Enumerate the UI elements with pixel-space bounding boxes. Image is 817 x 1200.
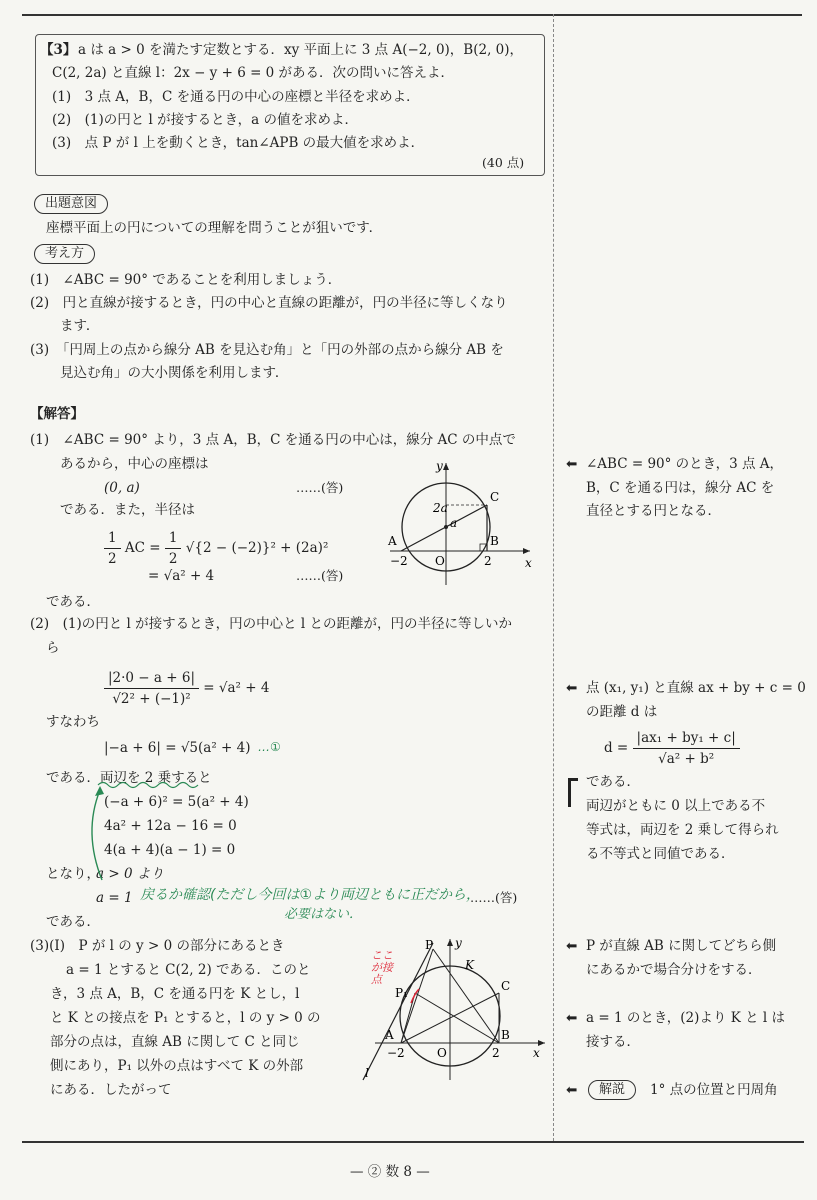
- fig2-K-label: K: [465, 958, 474, 972]
- problem-number: 【3】: [40, 42, 77, 58]
- fig1-p2-label: 2: [484, 554, 492, 568]
- sidebar-arrow-5: ⬅: [566, 1010, 578, 1026]
- fig1-A-label: A: [388, 534, 397, 548]
- fig2-l-label: l: [365, 1066, 369, 1080]
- intent-text: 座標平面上の円についての理解を問うことが狙いです．: [46, 220, 383, 236]
- sidebar-n1-line1: ∠ABC = 90° のとき，3 点 A，: [586, 456, 784, 472]
- s1-line3: である．また，半径は: [60, 502, 195, 518]
- fig1-m2-label: −2: [390, 554, 408, 568]
- intent-label: 出題意図: [34, 194, 108, 214]
- s2-tonari: となり，: [46, 866, 100, 882]
- s2-line2: ら: [46, 640, 60, 656]
- fig1-x-label: x: [525, 556, 532, 570]
- s2-fraction-eq: [104, 668, 269, 709]
- s2-line1: (2) (1)の円と l が接するとき，円の中心と l との距離が，円の半径に等しいか: [30, 616, 513, 632]
- fig2-p2-label: 2: [492, 1046, 500, 1060]
- sidebar-n3-line1: である．: [586, 774, 640, 790]
- s1-result: = √a² + 4: [148, 568, 215, 584]
- half-fraction: $\frac{1}{2}$: [104, 528, 121, 569]
- root1: √{2 − (−2)}² + (2a)²: [185, 540, 329, 556]
- sidebar-n4-line1: P が直線 AB に関してどちら側: [586, 938, 777, 954]
- problem-points: (40 点): [482, 155, 525, 170]
- red-note: ここが接点: [371, 949, 393, 986]
- green-wavy-underline: [96, 780, 216, 790]
- s2-cond: a > 0 より: [96, 866, 164, 882]
- s3-line2: a = 1 とすると C(2, 2) である．このと: [66, 962, 311, 978]
- s1-end: である．: [46, 594, 100, 610]
- approach-p3b: 見込む角」の大小関係を利用します．: [60, 365, 289, 381]
- problem-q2: (2) (1)の円と l が接するとき，a の値を求めよ．: [52, 112, 358, 128]
- s3-line1: (3)(Ⅰ) P が l の y > 0 の部分にあるとき: [30, 938, 285, 954]
- s2-abs-eq: |−a + 6| = √5(a² + 4): [104, 740, 251, 756]
- fig1-c-label: C: [490, 490, 500, 504]
- sidebar-kaisetsu-pill: 解説: [588, 1080, 636, 1100]
- green-note-1: 戻るか確認(ただし今回は①より両辺ともに正だから，: [140, 887, 481, 903]
- sidebar-arrow-6: ⬅: [566, 1082, 578, 1098]
- s2-de-aru: である．両辺を 2 乗すると: [46, 770, 212, 786]
- s3-line3: き，3 点 A，B，C を通る円を K とし，l: [50, 986, 300, 1002]
- sidebar-n5-line2: 接する．: [586, 1034, 640, 1050]
- fig2-B-label: B: [501, 1028, 510, 1042]
- ac-label: AC =: [124, 540, 161, 556]
- fig2-m2-label: −2: [387, 1046, 405, 1060]
- sidebar-n2-line2: の距離 d は: [586, 704, 658, 720]
- sidebar-arrow-1: ⬅: [566, 456, 578, 472]
- s1-center: (0, a): [104, 480, 140, 496]
- fig1-a-label: a: [450, 516, 458, 530]
- s1-line1: (1) ∠ABC = 90° より，3 点 A，B，C を通る円の中心は，線分 AC の中点で: [30, 432, 516, 448]
- sidebar-bracket: [568, 778, 578, 807]
- n2-lhs: d =: [604, 740, 629, 756]
- sidebar-n3-line4: る不等式と同値である．: [586, 846, 735, 862]
- s2-eq1: (−a + 6)² = 5(a² + 4): [104, 794, 249, 810]
- s3-line4: と K との接点を P₁ とすると，l の y > 0 の: [50, 1010, 321, 1026]
- sidebar-n2-formula: [604, 728, 740, 769]
- sidebar-n2-line1: 点 (x₁, y₁) と直線 ax + by + c = 0: [586, 680, 806, 696]
- s1-ans-mark2: ……(答): [296, 568, 344, 583]
- fig2-O-label: O: [437, 1046, 447, 1060]
- fig2-C-label: C: [501, 979, 511, 993]
- approach-p3a: (3) 「円周上の点から線分 AB を見込む角」と「円の外部の点から線分 AB を: [30, 342, 504, 358]
- fig1-B-label: B: [490, 534, 499, 548]
- approach-p1: (1) ∠ABC = 90° であることを利用しましょう．: [30, 272, 342, 288]
- bottom-rule: [22, 1141, 804, 1143]
- problem-q3: (3) 点 P が l 上を動くとき，tan∠APB の最大値を求めよ．: [52, 135, 425, 151]
- green-circle-note: …①: [258, 740, 281, 754]
- s2-sunawachi: すなわち: [46, 714, 100, 730]
- column-divider: [553, 14, 554, 1141]
- answer-heading: 【解答】: [30, 406, 84, 422]
- s2-end: である．: [46, 914, 100, 930]
- s3-line6: 側にあり，P₁ 以外の点はすべて K の外部: [50, 1058, 304, 1074]
- sidebar-n5-line1: a = 1 のとき，(2)より K と l は: [586, 1010, 785, 1026]
- sidebar-n1-line3: 直径とする円となる．: [586, 503, 721, 519]
- half-fraction-2: $\frac{1}{2}$: [165, 528, 182, 569]
- problem-line1: a は a > 0 を満たす定数とする．xy 平面上に 3 点 A(−2, 0)，B(2, 0)，: [78, 42, 524, 58]
- s1-line2: あるから，中心の座標は: [60, 456, 209, 472]
- problem-q1: (1) 3 点 A，B，C を通る円の中心の座標と半径を求めよ．: [52, 89, 420, 105]
- problem-line2: C(2, 2a) と直線 l：2x − y + 6 = 0 がある．次の問いに答えよ．: [52, 65, 455, 81]
- s1-radius-formula: [104, 528, 328, 569]
- figure-circle-1: [370, 455, 540, 595]
- fig1-y-label: y: [436, 459, 443, 473]
- s2-eq2: 4a² + 12a − 16 = 0: [104, 818, 237, 834]
- page-number: — ② 数 8 —: [350, 1164, 430, 1180]
- s3-line5: 部分の点は，直線 AB に関して C と同じ: [50, 1034, 300, 1050]
- fig2-P1-label: P₁: [395, 986, 408, 1000]
- sidebar-n3-line3: 等式は，両辺を 2 乗して得られ: [586, 822, 779, 838]
- sidebar-arrow-4: ⬅: [566, 938, 578, 954]
- fig2-y-label: y: [455, 936, 462, 950]
- s2-result: a = 1: [96, 890, 133, 906]
- s2-eq3: 4(a + 4)(a − 1) = 0: [104, 842, 236, 858]
- fig1-O-label: O: [435, 554, 445, 568]
- fig2-A-label: A: [385, 1028, 394, 1042]
- s2-ans-mark: ……(答): [470, 890, 518, 905]
- approach-p2b: ます．: [60, 318, 100, 334]
- fig2-P-label: P: [425, 938, 434, 952]
- fig1-2a-label: 2a: [433, 501, 448, 515]
- sidebar-n3-line2: 両辺がともに 0 以上である不: [586, 798, 766, 814]
- approach-label: 考え方: [34, 244, 95, 264]
- fig2-x-label: x: [533, 1046, 540, 1060]
- s3-line7: にある．したがって: [50, 1082, 172, 1098]
- sidebar-n4-line2: にあるかで場合分けをする．: [586, 962, 762, 978]
- sidebar-n1-line2: B，C を通る円は，線分 AC を: [586, 480, 775, 496]
- approach-p2a: (2) 円と直線が接するとき，円の中心と直線の距離が，円の半径に等しくなり: [30, 295, 508, 311]
- sidebar-arrow-2: ⬅: [566, 680, 578, 696]
- sidebar-n6-text: 1° 点の位置と円周角: [650, 1082, 778, 1098]
- top-rule: [22, 14, 802, 16]
- s2-eq: = √a² + 4: [203, 680, 270, 696]
- n2-frac: $\frac{\text{|ax₁ + by₁ + c|}}{\text{√a² + b²}}$: [633, 728, 740, 769]
- green-note-2: 必要はない．: [284, 907, 363, 922]
- s1-ans-mark1: ……(答): [296, 480, 344, 495]
- s2-fraction: $\frac{|2\cdot 0 - a + 6|}{\text{√2² + (−1)²}}$: [104, 668, 199, 709]
